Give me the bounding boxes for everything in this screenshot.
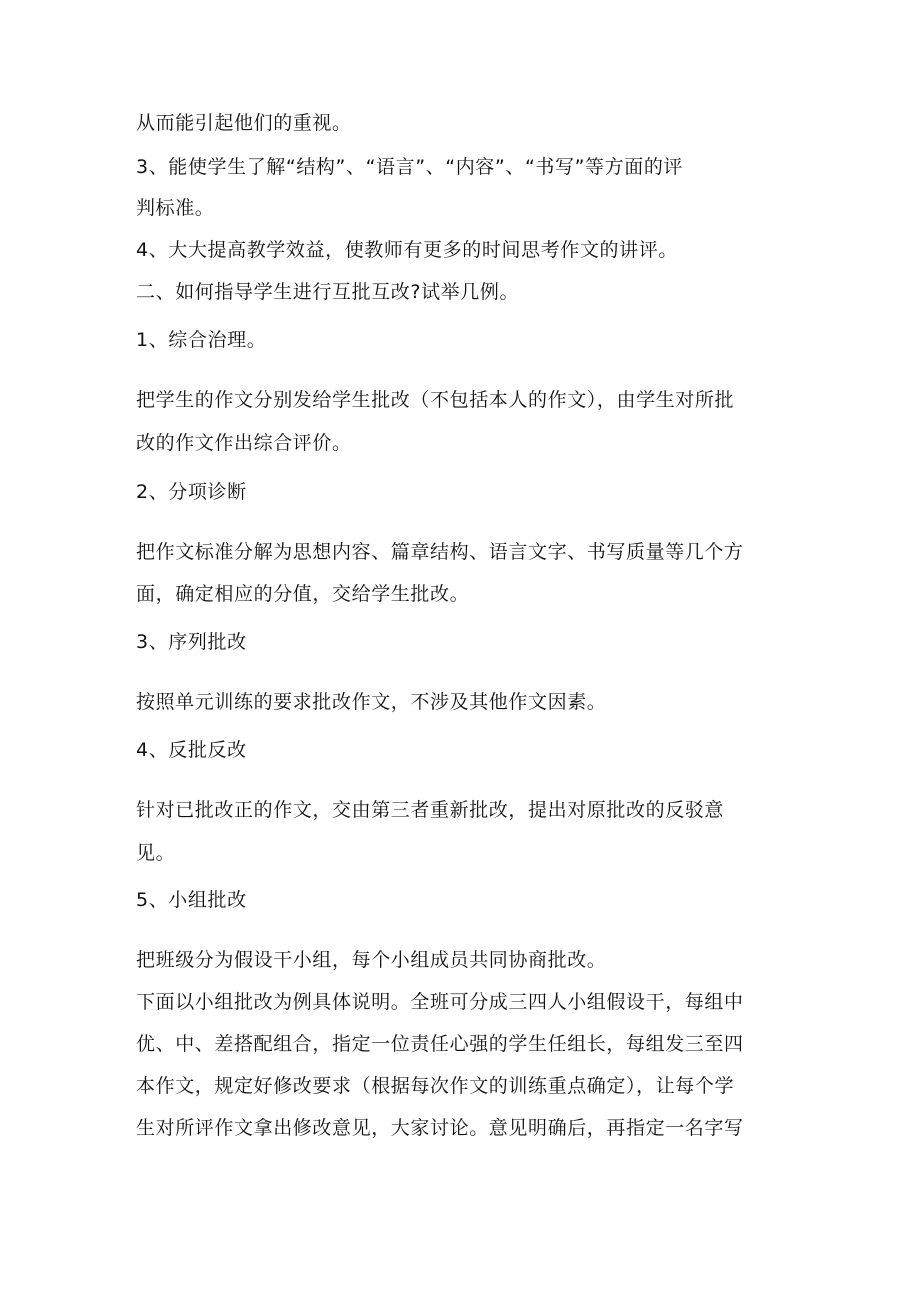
text-line: 下面以小组批改为例具体说明。全班可分成三四人小组假设干，每组中 xyxy=(136,991,744,1013)
item-heading: 2、分项诊断 xyxy=(136,481,247,503)
text-line: 生对所评作文拿出修改意见，大家讨论。意见明确后，再指定一名字写 xyxy=(136,1117,744,1139)
item-heading: 5、小组批改 xyxy=(136,889,247,911)
text-line: 把作文标准分解为思想内容、篇章结构、语言文字、书写质量等几个方 xyxy=(136,541,744,563)
text-line: 针对已批改正的作文，交由第三者重新批改，提出对原批改的反驳意 xyxy=(136,799,725,821)
text-line: 见。 xyxy=(136,842,176,864)
item-heading: 4、反批反改 xyxy=(136,739,247,761)
text-line: 按照单元训练的要求批改作文，不涉及其他作文因素。 xyxy=(136,691,607,713)
text-line: 把班级分为假设干小组，每个小组成员共同协商批改。 xyxy=(136,949,607,971)
text-line: 面，确定相应的分值，交给学生批改。 xyxy=(136,583,470,605)
text-line: 把学生的作文分别发给学生批改（不包括本人的作文），由学生对所批 xyxy=(136,389,735,411)
text-line: 改的作文作出综合评价。 xyxy=(136,432,352,454)
text-line: 判标准。 xyxy=(136,197,215,219)
section-heading: 二、如何指导学生进行互批互改?试举几例。 xyxy=(136,281,520,303)
item-heading: 3、序列批改 xyxy=(136,631,247,653)
text-line: 本作文，规定好修改要求（根据每次作文的训练重点确定），让每个学 xyxy=(136,1075,735,1097)
text-line: 优、中、差搭配组合，指定一位责任心强的学生任组长，每组发三至四 xyxy=(136,1033,744,1055)
text-line: 3、能使学生了解“结构”、“语言”、“内容”、“书写”等方面的评 xyxy=(136,156,684,178)
text-line: 从而能引起他们的重视。 xyxy=(136,112,352,134)
item-heading: 1、综合治理。 xyxy=(136,329,267,351)
text-line: 4、大大提高教学效益，使教师有更多的时间思考作文的讲评。 xyxy=(136,239,678,261)
